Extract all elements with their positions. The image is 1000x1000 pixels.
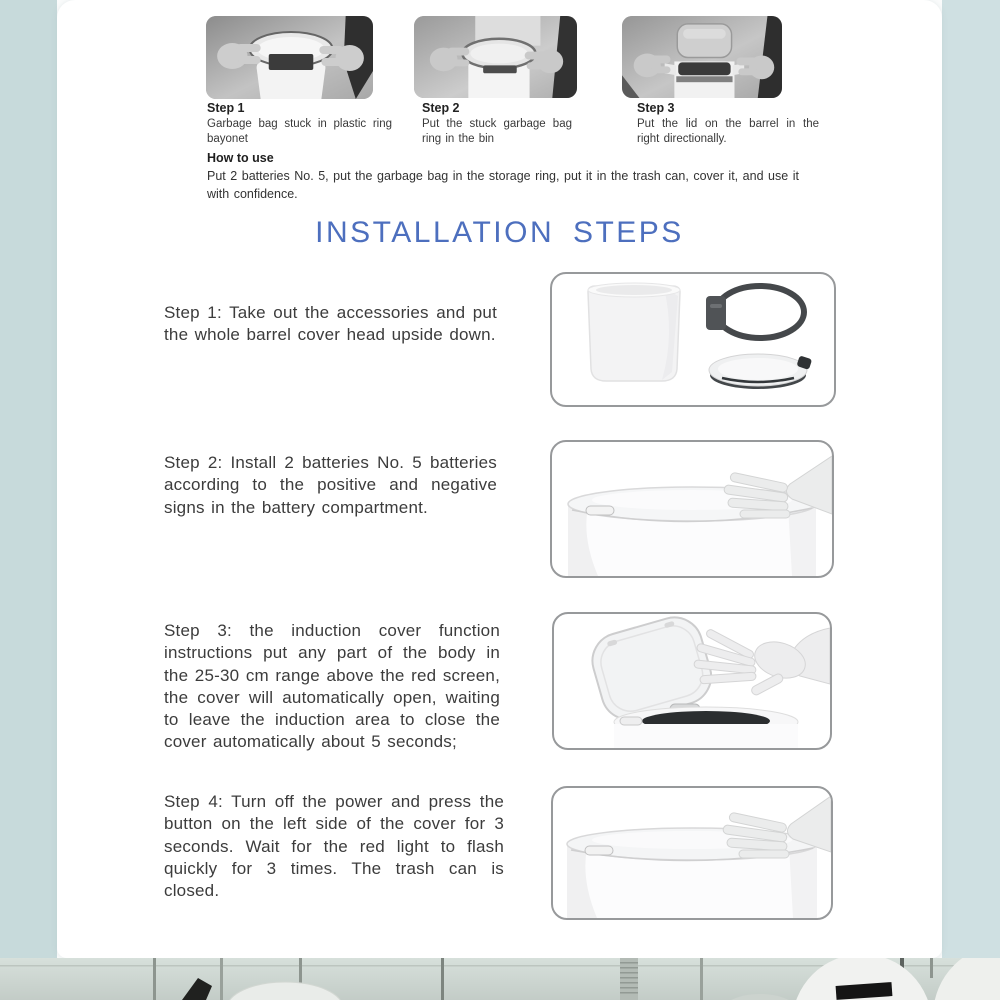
top-step3-caption: Put the lid on the barrel in the right directionally. [637,118,819,145]
right-edge-strip [942,0,1000,958]
how-to-use-body: Put 2 batteries No. 5, put the garbage bag in the storage ring, put it in the trash can, cover it, and use it with confidence. [207,169,799,202]
top-step1-caption-block [207,101,392,146]
lid-onto-barrel-icon [622,16,782,98]
bathroom-tiles-and-bins-illustration [0,958,1000,1000]
top-step1-label: Step 1 [207,101,245,115]
top-step3-label: Step 3 [637,101,675,115]
top-step2-photo [414,16,577,98]
install-step4-text: Step 4: Turn off the power and press the button on the left side of the cover for 3 seconds. Wait for the red light to flash quickly for 3 times. The trash can is closed. [164,792,504,901]
hand-on-closed-cover-illustration [552,442,832,576]
top-step1-caption: Garbage bag stuck in plastic ring bayonet [207,118,392,145]
bag-ring-into-bin-icon [414,16,577,98]
install-step4-panel [551,786,833,920]
footer-bathroom-photo [0,958,1000,1000]
content-card [57,0,942,958]
top-step2-label: Step 2 [422,101,460,115]
hands-stretching-bag-ring-icon [206,16,373,99]
install-step1-text: Step 1: Take out the accessories and put the whole barrel cover head upside down. [164,303,497,345]
hand-pressing-button-illustration [553,788,831,918]
how-to-use-heading: How to use [207,151,274,165]
top-step1-photo [206,16,373,99]
open-lid-hand-wave-illustration [554,614,830,748]
accessories-illustration [552,274,834,405]
install-step2-panel [550,440,834,578]
top-step2-caption: Put the stuck garbage bag ring in the bin [422,118,572,145]
top-step3-photo [622,16,782,98]
left-edge-strip [0,0,57,958]
top-step2-caption-block [422,101,572,146]
install-step3-text: Step 3: the induction cover function instructions put any part of the body in the 25-30 cm range above the red screen, the cover will automatically open, waiting to leave the induction area to close the cover automatically about 5 seconds; [164,621,500,752]
install-step2-text: Step 2: Install 2 batteries No. 5 batteries according to the positive and negative signs in the battery compartment. [164,453,497,517]
install-step1-panel [550,272,836,407]
how-to-use-section [207,151,799,203]
top-step3-caption-block [637,101,819,146]
installation-steps-title: INSTALLATION STEPS [315,216,684,249]
install-step3-panel [552,612,832,750]
